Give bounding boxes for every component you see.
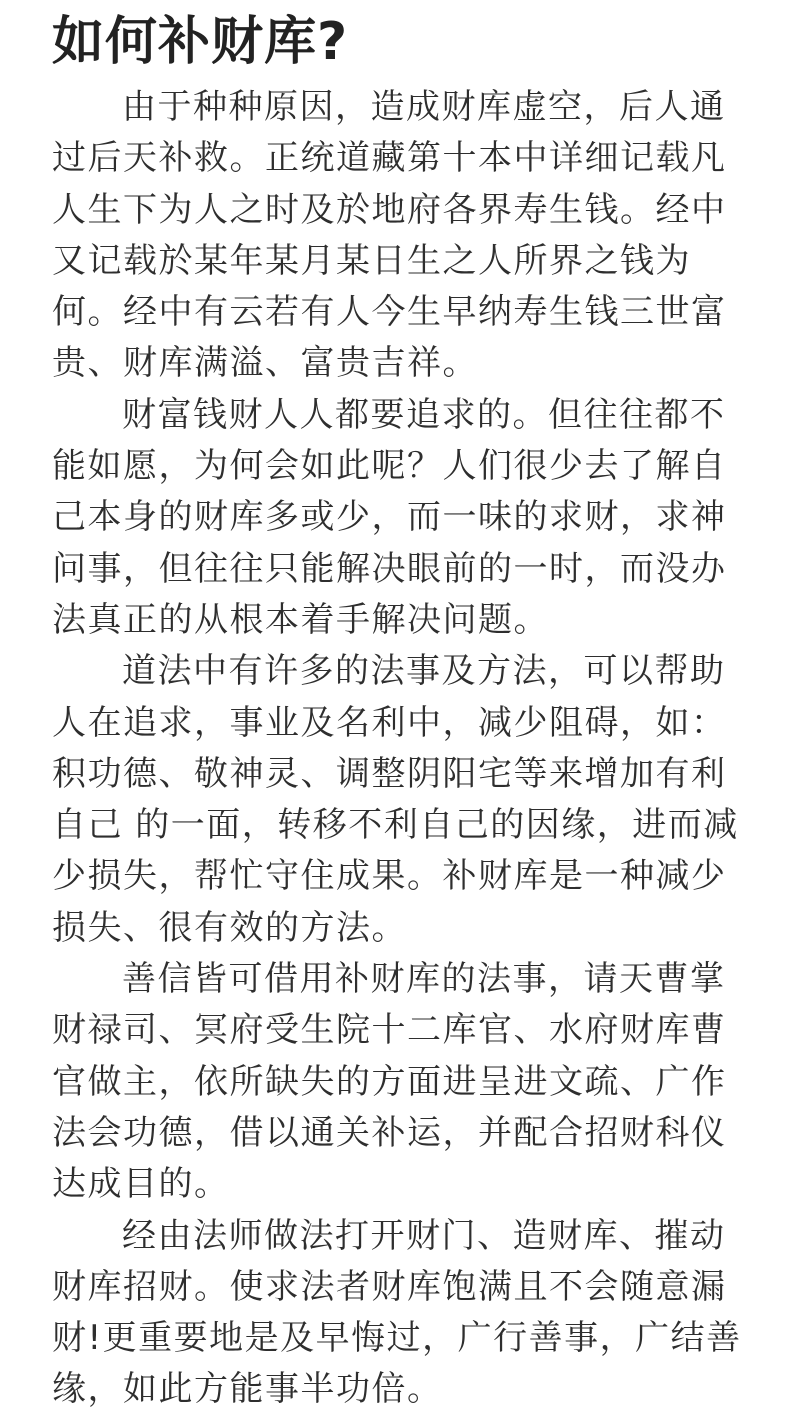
text-line: 过后天补救。正统道藏第十本中详细记载凡 [52,138,727,179]
article-body [52,82,782,1416]
text-line: 经由法师做法打开财门、造财库、摧动 [122,1215,726,1256]
text-line: 财富钱财人人都要追求的。但往往都不 [122,394,726,435]
text-line: 问事，但往往只能解决眼前的一时，而没办 [52,548,727,589]
text-line: 损失、很有效的方法。 [52,907,407,948]
text-line: 能如愿，为何会如此呢？人们很少去了解自 [52,446,727,487]
text-line: 何。经中有云若有人今生早纳寿生钱三世富 [52,292,727,333]
text-line: 法会功德，借以通关补运，并配合招财科仪 [52,1112,727,1153]
text-line: 由于种种原因，造成财库虚空，后人通 [122,87,726,127]
text-line: 道法中有许多的法事及方法，可以帮助 [122,651,726,692]
text-line: 善信皆可借用补财库的法事，请天曹掌 [122,959,726,1000]
article-title: 如何补财库? [52,12,349,72]
text-line: 己本身的财库多或少，而一味的求财，求神 [52,497,727,538]
text-line: 财库招财。使求法者财库饱满且不会随意漏 [52,1266,727,1307]
text-line: 积功德、敬神灵、调整阴阳宅等来增加有利 [52,753,727,794]
text-line: 缘，如此方能事半功倍。 [52,1369,443,1410]
text-line: 法真正的从根本着手解决问题。 [52,599,549,640]
text-line: 人生下为人之时及於地府各界寿生钱。经中 [52,189,727,230]
text-line: 官做主，依所缺失的方面进呈进文疏、广作 [52,1061,727,1102]
text-line: 少损失，帮忙守住成果。补财库是一种减少 [52,856,727,897]
text-line: 又记载於某年某月某日生之人所界之钱为 [52,240,691,281]
text-line: 人在追求，事业及名利中，减少阻碍，如： [52,702,727,743]
text-line: 财禄司、冥府受生院十二库官、水府财库曹 [52,1010,727,1051]
text-line: 贵、财库满溢、富贵吉祥。 [52,343,478,384]
text-line: 自己 的一面，转移不利自己的因缘，进而减 [52,805,739,846]
text-line: 达成目的。 [52,1164,230,1205]
text-line: 财!更重要地是及早悔过，广行善事，广结善 [52,1318,742,1359]
